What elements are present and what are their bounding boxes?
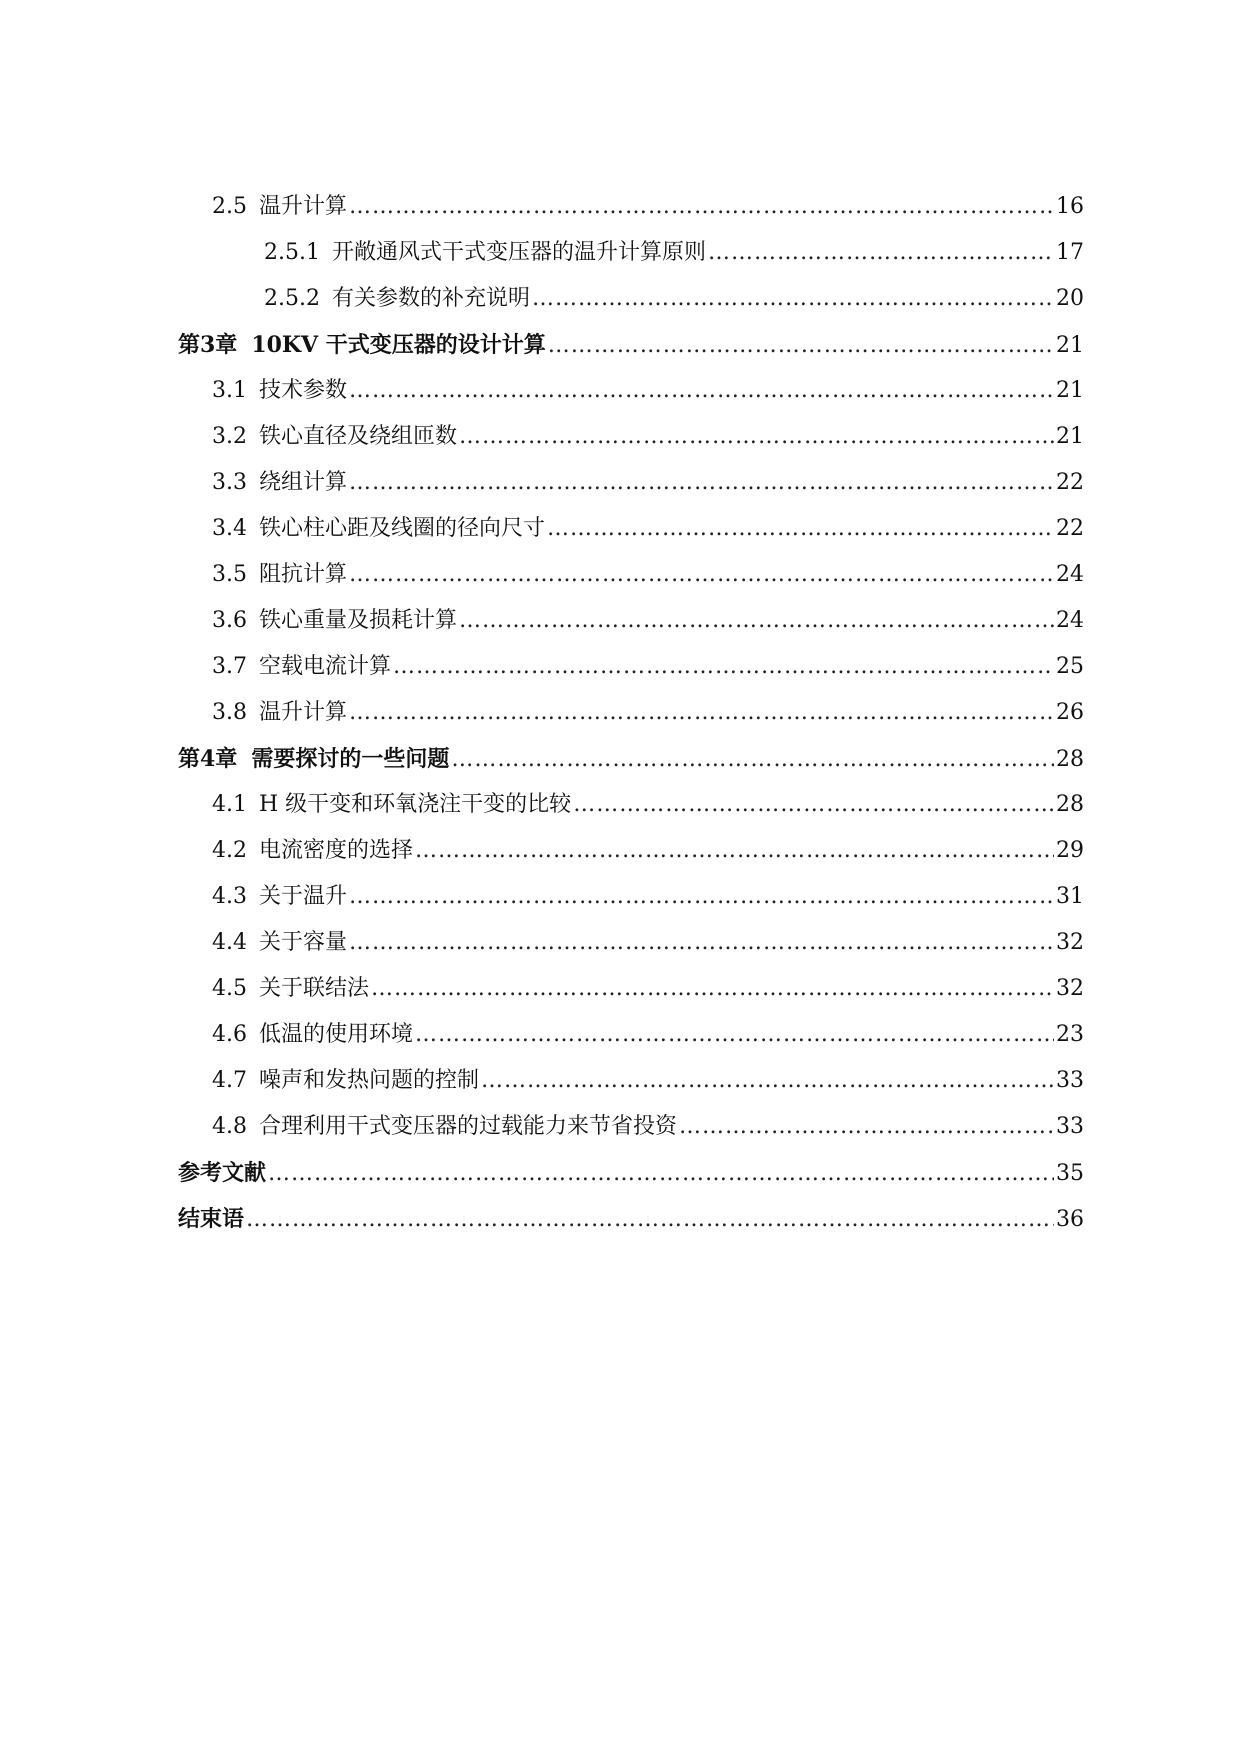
toc-entry-page: 28 [1056,792,1084,817]
toc-entry-page: 28 [1056,747,1084,772]
toc-entry-page: 24 [1056,562,1084,587]
toc-entry-page: 23 [1056,1022,1084,1047]
toc-entry-title: 低温的使用环境 [259,1022,414,1047]
toc-entry-2-5-2[interactable] [178,276,1084,322]
toc-entry-page: 33 [1056,1114,1084,1139]
toc-entry-page: 36 [1056,1207,1084,1232]
toc-entry-number: 3.8 [212,700,247,725]
toc-dot-leader [349,552,1054,598]
toc-dot-leader [393,644,1054,690]
toc-dot-leader [268,1151,1054,1197]
toc-dot-leader [349,184,1054,230]
toc-entry-4-8[interactable] [178,1104,1084,1150]
toc-entry-3-5[interactable] [178,552,1084,598]
toc-entry-title: 关于容量 [259,930,348,955]
toc-dot-leader [415,828,1054,874]
toc-entry-3-4[interactable] [178,506,1084,552]
toc-entry-page: 16 [1056,194,1084,219]
toc-entry-2-5-1[interactable] [178,230,1084,276]
toc-entry-4-1[interactable] [178,782,1084,828]
toc-dot-leader [532,276,1054,322]
toc-entry-number: 3.5 [212,562,247,587]
toc-entry-number: 4.2 [212,838,247,863]
toc-entry-number: 4.8 [212,1114,247,1139]
toc-entry-number: 2.5.1 [264,240,320,265]
toc-dot-leader [573,782,1054,828]
toc-entry-4-2[interactable] [178,828,1084,874]
toc-references[interactable] [178,1150,1084,1196]
toc-entry-number: 第4章 [178,746,238,772]
toc-entry-4-4[interactable] [178,920,1084,966]
toc-entry-4-6[interactable] [178,1012,1084,1058]
toc-dot-leader [415,1012,1054,1058]
toc-dot-leader [679,1104,1054,1150]
toc-entry-page: 17 [1056,240,1084,265]
toc-dot-leader [708,230,1054,276]
toc-dot-leader [459,414,1054,460]
toc-entry-title: 噪声和发热问题的控制 [259,1068,480,1093]
toc-dot-leader [349,690,1054,736]
toc-entry-page: 20 [1056,286,1084,311]
toc-entry-2-5[interactable] [178,184,1084,230]
toc-entry-page: 29 [1056,838,1084,863]
toc-entry-title: 铁心直径及绕组匝数 [259,424,458,449]
toc-entry-number: 3.1 [212,378,247,403]
toc-dot-leader [349,920,1054,966]
toc-entry-number: 3.7 [212,654,247,679]
toc-dot-leader [451,737,1054,783]
toc-conclusion[interactable] [178,1196,1084,1242]
toc-entry-title: 铁心柱心距及线圈的径向尺寸 [259,516,546,541]
toc-entry-title: 有关参数的补充说明 [331,286,530,311]
toc-entry-3-7[interactable] [178,644,1084,690]
toc-entry-page: 33 [1056,1068,1084,1093]
toc-entry-number: 2.5 [212,194,247,219]
toc-entry-title: 参考文献 [178,1160,267,1186]
toc-entry-page: 32 [1056,976,1084,1001]
toc-entry-page: 21 [1056,424,1084,449]
toc-entry-title: 开敞通风式干式变压器的温升计算原则 [331,240,706,265]
toc-entry-number: 4.7 [212,1068,247,1093]
toc-entry-title: 关于温升 [259,884,348,909]
toc-dot-leader [349,368,1054,414]
toc-chapter-3[interactable] [178,322,1084,368]
toc-entry-4-3[interactable] [178,874,1084,920]
toc-entry-3-6[interactable] [178,598,1084,644]
toc-entry-number: 3.3 [212,470,247,495]
toc-entry-title: 温升计算 [259,700,348,725]
toc-entry-title: 需要探讨的一些问题 [251,746,450,772]
toc-chapter-4[interactable] [178,736,1084,782]
toc-entry-title: 阻抗计算 [259,562,348,587]
toc-entry-number: 3.2 [212,424,247,449]
toc-entry-page: 24 [1056,608,1084,633]
toc-entry-title: 合理利用干式变压器的过载能力来节省投资 [259,1114,678,1139]
toc-entry-page: 22 [1056,470,1084,495]
toc-dot-leader [349,874,1054,920]
table-of-contents [178,184,1084,1242]
toc-entry-page: 21 [1056,378,1084,403]
toc-entry-number: 4.1 [212,792,247,817]
toc-entry-title: 绕组计算 [259,470,348,495]
toc-entry-title: 铁心重量及损耗计算 [259,608,458,633]
toc-entry-3-1[interactable] [178,368,1084,414]
toc-entry-number: 第3章 [178,332,238,358]
toc-entry-number: 4.3 [212,884,247,909]
toc-entry-page: 22 [1056,516,1084,541]
toc-dot-leader [548,323,1054,369]
toc-dot-leader [246,1197,1054,1243]
toc-dot-leader [371,966,1054,1012]
toc-dot-leader [481,1058,1054,1104]
toc-entry-title: 关于联结法 [259,976,370,1001]
toc-entry-4-5[interactable] [178,966,1084,1012]
toc-entry-3-3[interactable] [178,460,1084,506]
toc-entry-number: 4.4 [212,930,247,955]
toc-entry-page: 21 [1056,333,1084,358]
toc-entry-3-2[interactable] [178,414,1084,460]
toc-dot-leader [349,460,1054,506]
toc-entry-title: 电流密度的选择 [259,838,414,863]
toc-entry-4-7[interactable] [178,1058,1084,1104]
toc-entry-title: 温升计算 [259,194,348,219]
toc-entry-page: 25 [1056,654,1084,679]
toc-entry-number: 4.6 [212,1022,247,1047]
toc-entry-page: 26 [1056,700,1084,725]
toc-entry-title: 空载电流计算 [259,654,392,679]
toc-entry-title: 结束语 [178,1206,245,1232]
toc-entry-number: 3.4 [212,516,247,541]
toc-entry-3-8[interactable] [178,690,1084,736]
toc-entry-page: 32 [1056,930,1084,955]
toc-entry-number: 4.5 [212,976,247,1001]
toc-entry-title: H 级干变和环氧浇注干变的比较 [259,792,572,817]
toc-dot-leader [459,598,1054,644]
toc-dot-leader [547,506,1054,552]
toc-entry-title: 10KV 干式变压器的设计计算 [251,332,546,358]
toc-entry-page: 35 [1056,1161,1084,1186]
toc-entry-number: 3.6 [212,608,247,633]
toc-entry-number: 2.5.2 [264,286,320,311]
toc-entry-title: 技术参数 [259,378,348,403]
toc-entry-page: 31 [1056,884,1084,909]
